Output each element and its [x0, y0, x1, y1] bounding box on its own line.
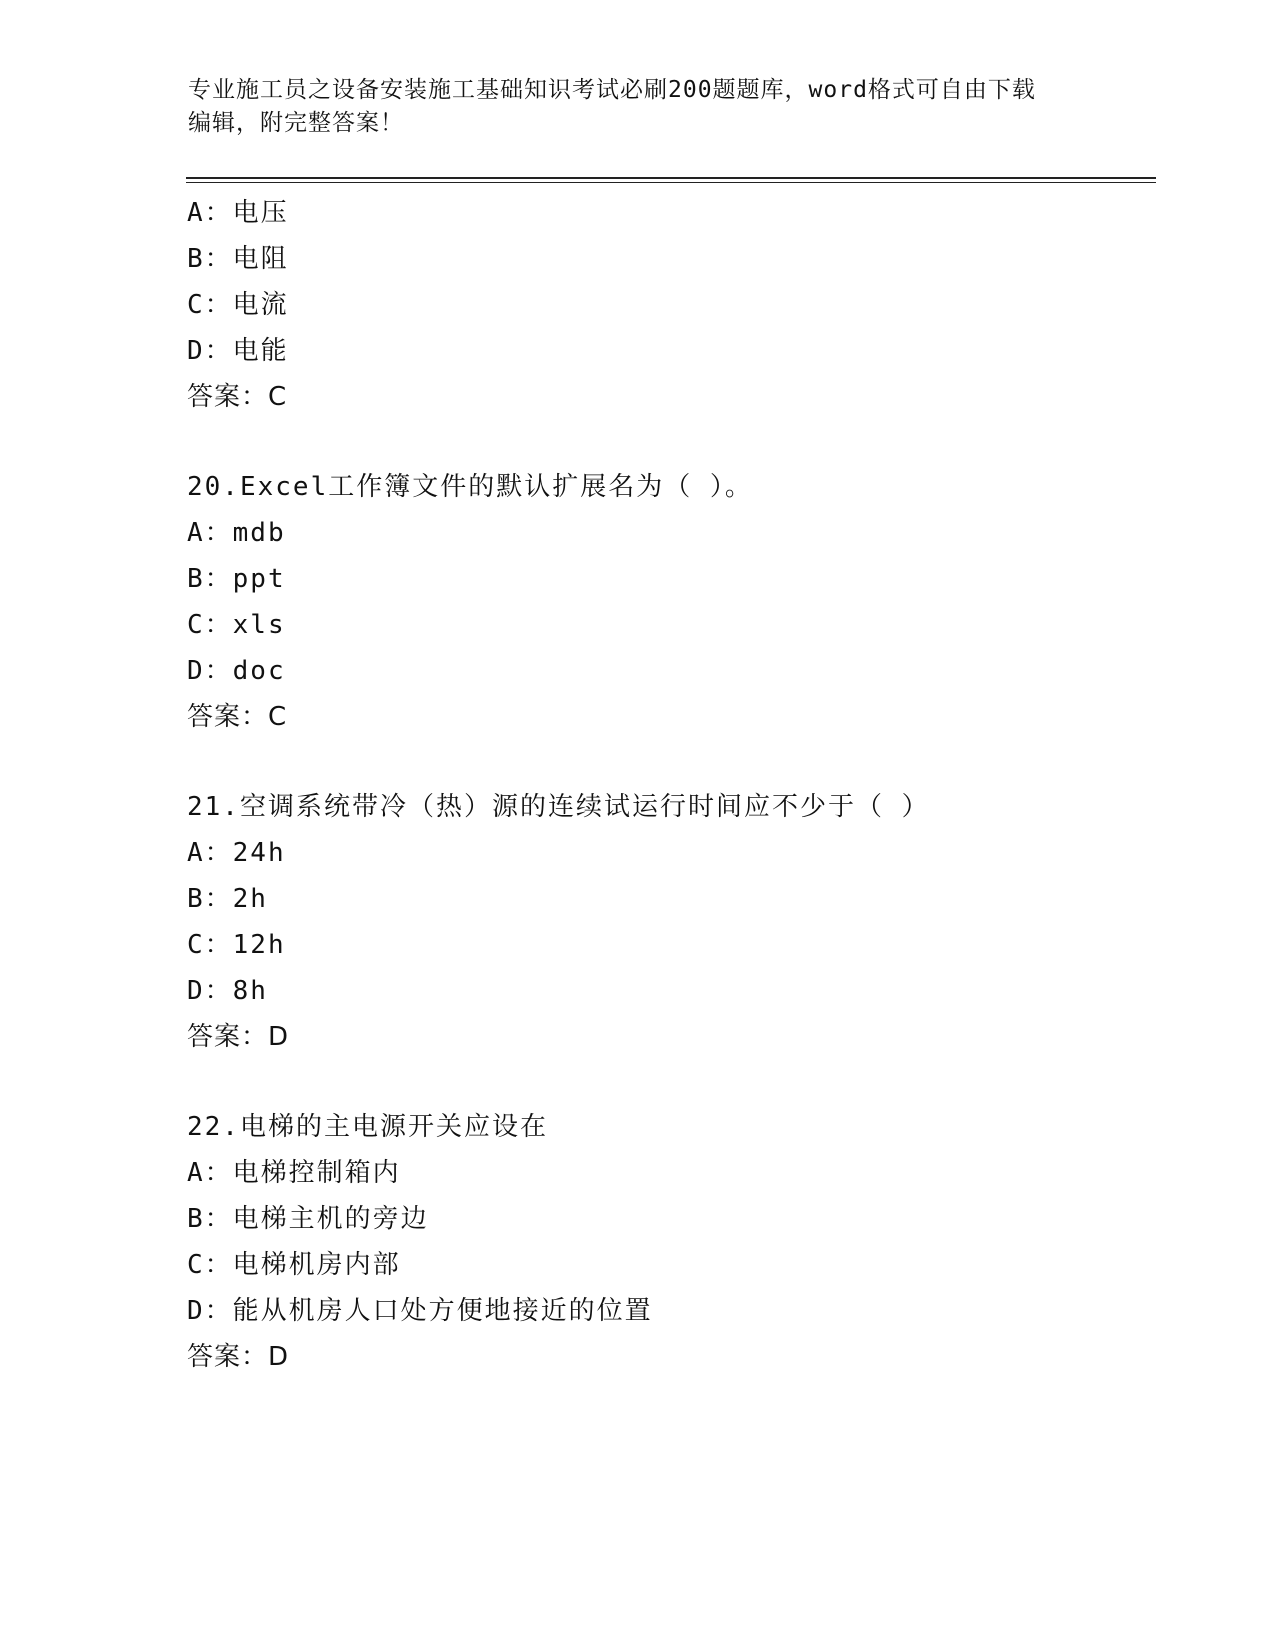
option-c: C：12h	[187, 930, 286, 960]
option-a: A：24h	[187, 838, 286, 868]
option-b: B：2h	[187, 884, 268, 914]
question-text: 20.Excel工作簿文件的默认扩展名为（ ）。	[187, 472, 753, 502]
question-20	[187, 464, 1187, 740]
answer: 答案：C	[187, 702, 288, 732]
option-d: D：电能	[187, 336, 289, 366]
question-21	[187, 784, 1187, 1060]
document-header	[188, 74, 1088, 140]
option-b: B：ppt	[187, 564, 286, 594]
option-d: D：doc	[187, 656, 286, 686]
answer: 答案：D	[187, 1342, 290, 1372]
option-c: C：电流	[187, 290, 289, 320]
option-a: A：电压	[187, 198, 289, 228]
header-rule-bottom	[186, 182, 1156, 183]
question-text: 22.电梯的主电源开关应设在	[187, 1112, 548, 1142]
question-19	[187, 190, 1187, 420]
answer: 答案：C	[187, 382, 288, 412]
option-b: B：电梯主机的旁边	[187, 1204, 429, 1234]
option-a: A：电梯控制箱内	[187, 1158, 401, 1188]
option-c: C：xls	[187, 610, 286, 640]
header-line-1: 专业施工员之设备安装施工基础知识考试必刷200题题库，word格式可自由下载	[188, 77, 1036, 103]
option-d: D：8h	[187, 976, 268, 1006]
option-d: D：能从机房人口处方便地接近的位置	[187, 1296, 653, 1326]
answer: 答案：D	[187, 1022, 290, 1052]
question-text: 21.空调系统带冷（热）源的连续试运行时间应不少于（ ）	[187, 792, 930, 822]
question-22	[187, 1104, 1187, 1380]
option-a: A：mdb	[187, 518, 286, 548]
option-c: C：电梯机房内部	[187, 1250, 401, 1280]
option-b: B：电阻	[187, 244, 289, 274]
question-list	[187, 190, 1187, 1380]
header-rule-top	[186, 177, 1156, 179]
header-line-2: 编辑，附完整答案！	[188, 110, 404, 136]
